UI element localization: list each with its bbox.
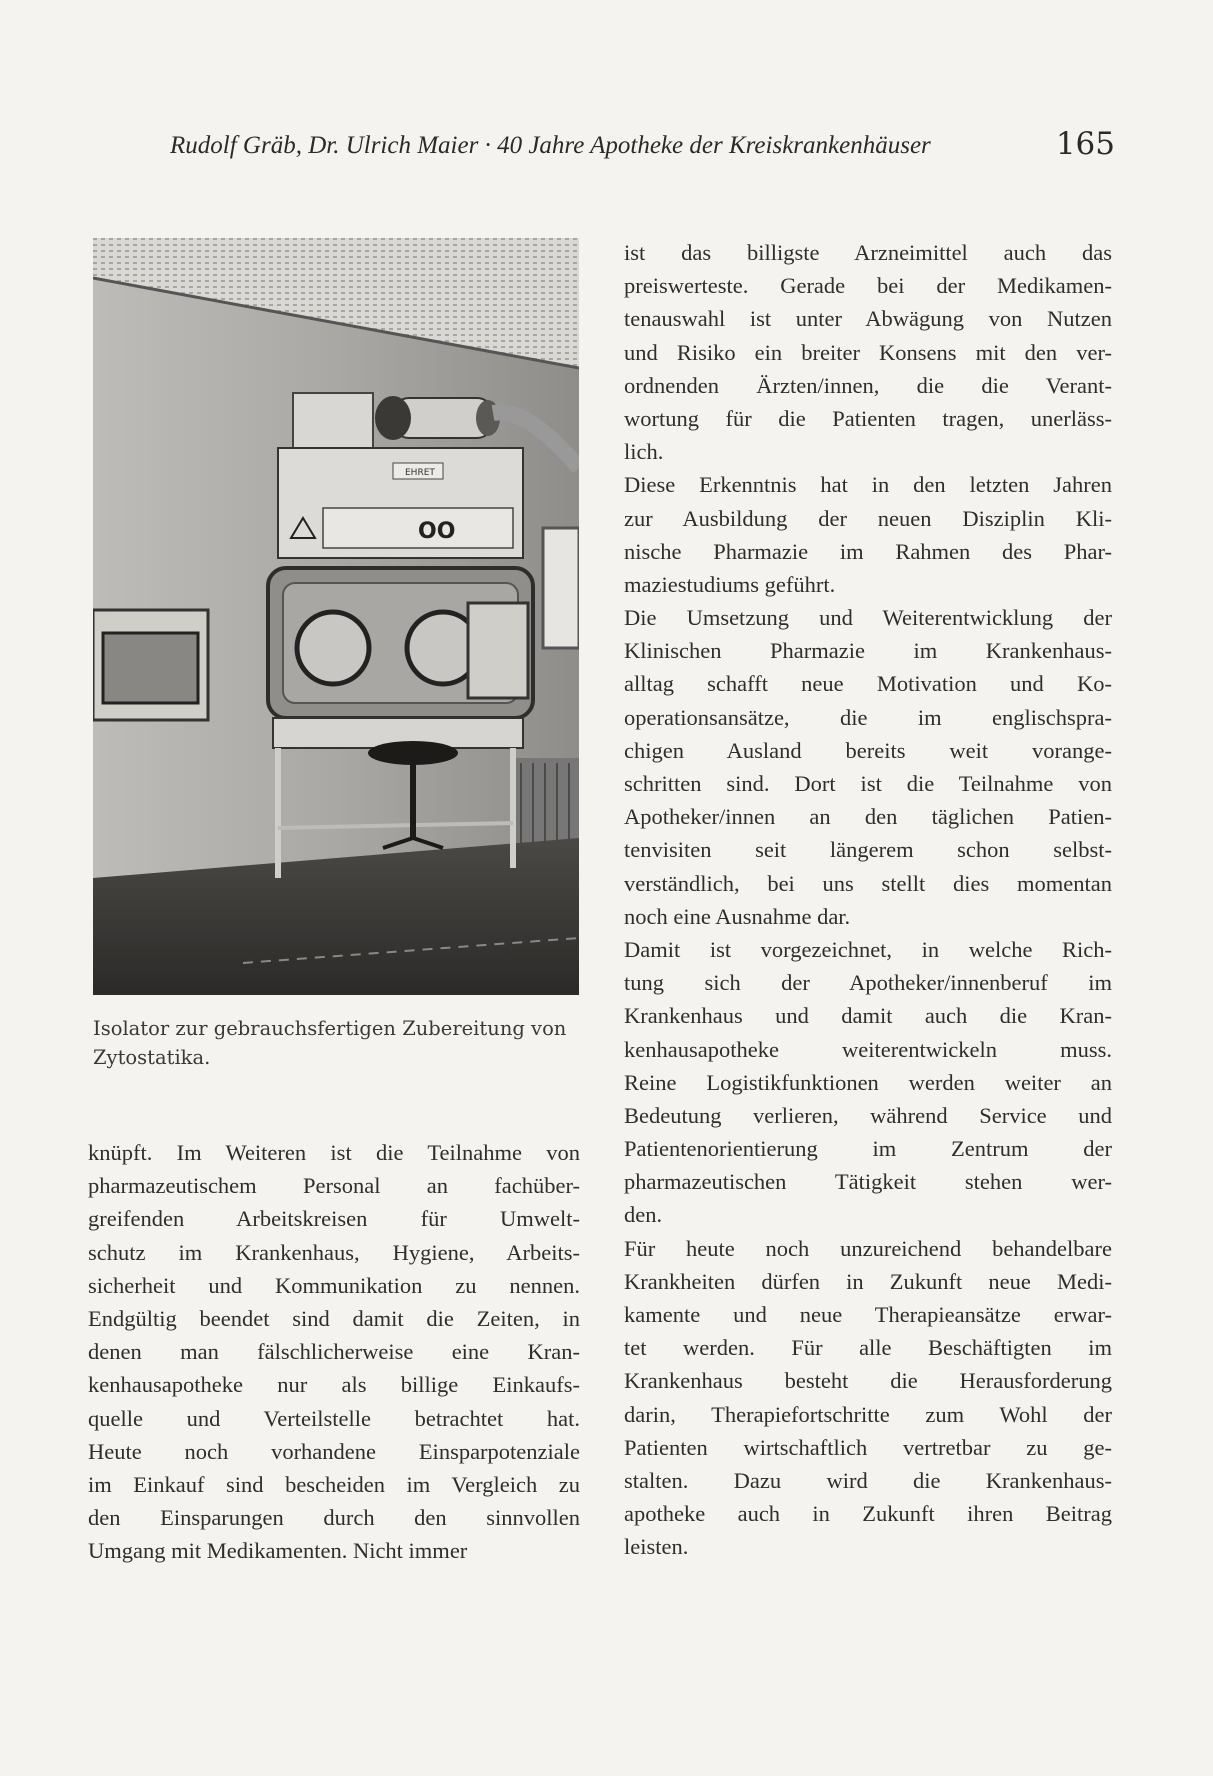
text-line: verständlich, bei uns stellt dies momentan [624,870,1112,896]
text-line: nische Pharmazie im Rahmen des Phar- [624,538,1112,564]
text-line: Diese Erkenntnis hat in den letzten Jahren [624,472,1112,498]
text-line: preiswerteste. Gerade bei der Medikamen- [624,273,1112,299]
caption-line: Isolator zur gebrauchsfertigen Zubereitung von [93,1017,567,1040]
text-line: Für heute noch unzureichend behandelbare [624,1235,1112,1261]
text-line: den Einsparungen durch den sinnvollen [88,1505,580,1531]
text-line: Die Umsetzung und Weiterentwicklung der [624,605,1112,631]
text-line: leisten. [624,1534,689,1560]
text-line: pharmazeutischem Personal an fachüber- [88,1173,580,1199]
device-brand-label: EHRET [405,468,435,478]
text-line: quelle und Verteilstelle betrachtet hat. [88,1405,580,1431]
text-line: lich. [624,439,664,465]
text-line: Patientenorientierung im Zentrum der [624,1136,1112,1162]
text-line: apotheke auch in Zukunft ihren Beitrag [624,1501,1112,1527]
text-line: knüpft. Im Weiteren ist die Teilnahme von [88,1140,580,1165]
text-line: schutz im Krankenhaus, Hygiene, Arbeits- [88,1239,580,1265]
text-line: maziestudiums geführt. [624,571,836,597]
text-line: tet werden. Für alle Beschäftigten im [624,1335,1112,1361]
text-line: Krankenhaus besteht die Herausforderung [624,1368,1112,1394]
text-line: darin, Therapiefortschritte zum Wohl der [624,1401,1112,1427]
text-line: operationsansätze, die im englischspra- [624,704,1112,730]
running-title: Rudolf Gräb, Dr. Ulrich Maier · 40 Jahre Apotheke der Kreiskrankenhäuser [170,132,931,159]
isolator-photo [93,238,579,995]
text-line: Reine Logistikfunktionen werden weiter an [624,1069,1112,1095]
text-line: Damit ist vorgezeichnet, in welche Rich- [624,936,1112,962]
text-line: im Einkauf sind bescheiden im Vergleich zu [88,1471,580,1497]
text-line: kenhausapotheke weiterentwickeln muss. [624,1036,1112,1062]
text-line: greifenden Arbeitskreisen für Umwelt- [88,1206,580,1232]
caption-line: Zytostatika. [93,1046,211,1069]
text-line: schritten sind. Dort ist die Teilnahme von [624,771,1112,796]
text-line: tenvisiten seit längerem schon selbst- [624,837,1112,863]
text-line: tung sich der Apotheker/innenberuf im [624,970,1112,996]
text-line: Endgültig beendet sind damit die Zeiten, in [88,1305,580,1331]
text-line: kenhausapotheke nur als billige Einkaufs- [88,1372,580,1398]
text-line: noch eine Ausnahme dar. [624,903,851,929]
text-line: wortung für die Patienten tragen, unerläss- [624,405,1112,431]
page-number: 165 [1055,126,1115,162]
text-line: ist das billigste Arzneimittel auch das [624,240,1112,265]
text-line: Bedeutung verlieren, während Service und [624,1102,1112,1128]
text-line: Heute noch vorhandene Einsparpotenziale [88,1438,580,1464]
text-line: Klinischen Pharmazie im Krankenhaus- [624,638,1112,664]
text-line: chigen Ausland bereits weit vorange- [624,737,1112,763]
text-line: Krankenhaus und damit auch die Kran- [624,1003,1112,1029]
text-line: zur Ausbildung der neuen Disziplin Kli- [624,505,1112,531]
text-line: Umgang mit Medikamenten. Nicht immer [88,1538,468,1564]
left-column-text [88,1136,580,1567]
text-line: kamente und neue Therapieansätze erwar- [624,1302,1112,1327]
figure-caption [93,1014,587,1072]
text-line: pharmazeutischen Tätigkeit stehen wer- [624,1169,1112,1195]
text-line: denen man fälschlicherweise eine Kran- [88,1339,580,1365]
right-column-text [624,236,1112,1564]
text-line: sicherheit und Kommunikation zu nennen. [88,1272,580,1298]
text-line: Krankheiten dürfen in Zukunft neue Medi- [624,1268,1112,1294]
text-line: ordnenden Ärzten/innen, die die Verant- [624,372,1112,398]
display-readout: OO [418,519,456,544]
text-line: Patienten wirtschaftlich vertretbar zu ge- [624,1434,1112,1460]
text-line: alltag schafft neue Motivation und Ko- [624,671,1112,697]
text-line: und Risiko ein breiter Konsens mit den ver- [624,339,1112,365]
text-line: Apotheker/innen an den täglichen Patien- [624,804,1112,830]
running-header [170,128,1115,168]
text-line: stalten. Dazu wird die Krankenhaus- [624,1467,1112,1493]
text-line: den. [624,1202,663,1228]
text-line: tenauswahl ist unter Abwägung von Nutzen [624,306,1112,332]
